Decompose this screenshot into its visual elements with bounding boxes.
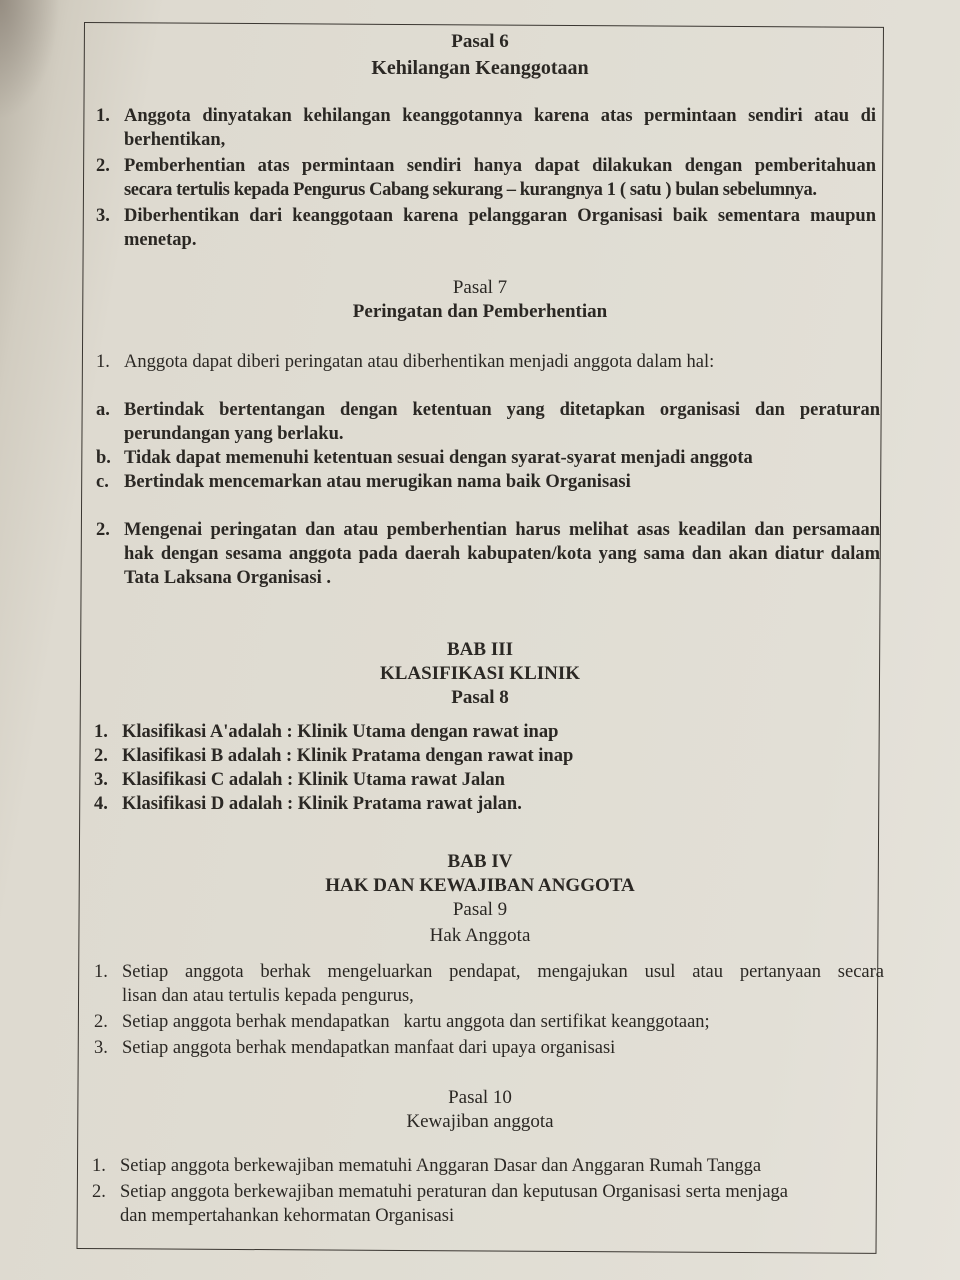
item-text-line-3: Tata Laksana Organisasi .: [124, 568, 331, 588]
item-number: 1.: [94, 962, 108, 982]
item-text-line-1: Diberhentikan dari keanggotaan karena pelanggaran Organisasi baik sementara maupun: [124, 206, 876, 226]
item-number: 3.: [94, 770, 108, 790]
pasal-6-item-3: [96, 204, 876, 252]
pasal-7-item-1: [96, 350, 876, 374]
pasal-8-item-1: [94, 720, 794, 744]
item-text: Setiap anggota berkewajiban mematuhi Anggaran Dasar dan Anggaran Rumah Tangga: [120, 1156, 762, 1176]
item-text: Setiap anggota berhak mendapatkan kartu anggota dan sertifikat keanggotaan;: [122, 1012, 710, 1032]
pasal-8-item-3: [94, 768, 794, 792]
item-text: Setiap anggota berhak mendapatkan manfaat dari upaya organisasi: [122, 1038, 616, 1058]
bab-4-chapter: BAB IV: [447, 851, 513, 872]
item-text-line-1: Anggota dinyatakan kehilangan keanggotannya karena atas permintaan sendiri atau di: [124, 106, 876, 126]
pasal-7-title: Pasal 7: [452, 277, 508, 298]
item-number: 2.: [94, 1012, 108, 1032]
item-number: 2.: [92, 1182, 106, 1202]
pasal-10-item-2: [92, 1180, 882, 1228]
pasal-9-item-1: [94, 960, 884, 1008]
pasal-7-subitem-b: [96, 446, 880, 470]
item-text: Klasifikasi C adalah : Klinik Utama rawat Jalan: [122, 770, 505, 790]
item-text-line-2: menetap.: [124, 230, 197, 250]
item-text: Anggota dapat diberi peringatan atau diberhentikan menjadi anggota dalam hal:: [124, 352, 715, 372]
bab-3-chapter: BAB III: [447, 639, 513, 660]
pasal-8-item-2: [94, 744, 794, 768]
item-text-line-1: Setiap anggota berhak mengeluarkan pendapat, mengajukan usul atau pertanyaan secara: [122, 962, 884, 982]
pasal-9-item-3: [94, 1036, 884, 1060]
item-letter: b.: [96, 448, 111, 468]
pasal-8-title: Pasal 8: [451, 687, 509, 708]
item-number: 1.: [96, 352, 110, 372]
pasal-9-subtitle: Hak Anggota: [429, 925, 531, 946]
pasal-10-subtitle: Kewajiban anggota: [406, 1111, 554, 1132]
pasal-8-item-4: [94, 792, 794, 816]
item-letter: a.: [96, 400, 110, 420]
item-number: 1.: [96, 106, 110, 126]
item-text: Klasifikasi B adalah : Klinik Pratama dengan rawat inap: [122, 746, 574, 766]
item-text-line-2: lisan dan atau tertulis kepada pengurus,: [122, 986, 414, 1006]
item-text: Bertindak mencemarkan atau merugikan nama baik Organisasi: [124, 472, 631, 492]
pasal-7-subtitle: Peringatan dan Pemberhentian: [352, 301, 608, 322]
pasal-6-item-1: [96, 104, 876, 152]
bab-3-title: KLASIFIKASI KLINIK: [379, 663, 581, 684]
item-number: 2.: [96, 156, 110, 176]
pasal-6-item-2: [96, 154, 876, 202]
item-number: 4.: [94, 794, 108, 814]
pasal-6-subtitle: Kehilangan Keanggotaan: [371, 57, 589, 79]
item-text-line-1: Bertindak bertentangan dengan ketentuan yang ditetapkan organisasi dan peraturan: [124, 400, 880, 420]
pasal-7-subitem-c: [96, 470, 880, 494]
item-text-line-2: dan mempertahankan kehormatan Organisasi: [120, 1206, 455, 1226]
item-text-line-2: perundangan yang berlaku.: [124, 424, 344, 444]
item-text-line-2: secara tertulis kepada Pengurus Cabang sekurang – kurangnya 1 ( satu ) bulan sebelumnya.: [124, 180, 817, 200]
item-text-line-1: Setiap anggota berkewajiban mematuhi peraturan dan keputusan Organisasi serta menjaga: [120, 1182, 788, 1202]
item-text: Klasifikasi A'adalah : Klinik Utama dengan rawat inap: [122, 722, 559, 742]
item-number: 2.: [94, 746, 108, 766]
item-text-line-1: Pemberhentian atas permintaan sendiri hanya dapat dilakukan dengan pemberitahuan: [124, 156, 876, 176]
item-letter: c.: [96, 472, 109, 492]
pasal-10-item-1: [92, 1154, 882, 1178]
pasal-9-item-2: [94, 1010, 884, 1034]
item-text-line-2: hak dengan sesama anggota pada daerah kabupaten/kota yang sama dan akan diatur dalam: [124, 544, 880, 564]
bab-4-title: HAK DAN KEWAJIBAN ANGGOTA: [325, 875, 635, 896]
pasal-6-title: Pasal 6: [451, 31, 509, 52]
item-text: Klasifikasi D adalah : Klinik Pratama rawat jalan.: [122, 794, 522, 814]
item-text-line-2: berhentikan,: [124, 130, 226, 150]
item-number: 1.: [92, 1156, 106, 1176]
item-text-line-1: Mengenai peringatan dan atau pemberhentian harus melihat asas keadilan dan persamaan: [124, 520, 880, 540]
item-number: 2.: [96, 520, 110, 540]
pasal-7-subitem-a: [96, 398, 880, 446]
item-number: 3.: [94, 1038, 108, 1058]
item-number: 3.: [96, 206, 110, 226]
pasal-10-title: Pasal 10: [448, 1087, 512, 1108]
item-number: 1.: [94, 722, 108, 742]
item-text: Tidak dapat memenuhi ketentuan sesuai dengan syarat-syarat menjadi anggota: [124, 448, 753, 468]
pasal-7-item-2: [96, 518, 880, 590]
pasal-9-title: Pasal 9: [452, 899, 508, 920]
